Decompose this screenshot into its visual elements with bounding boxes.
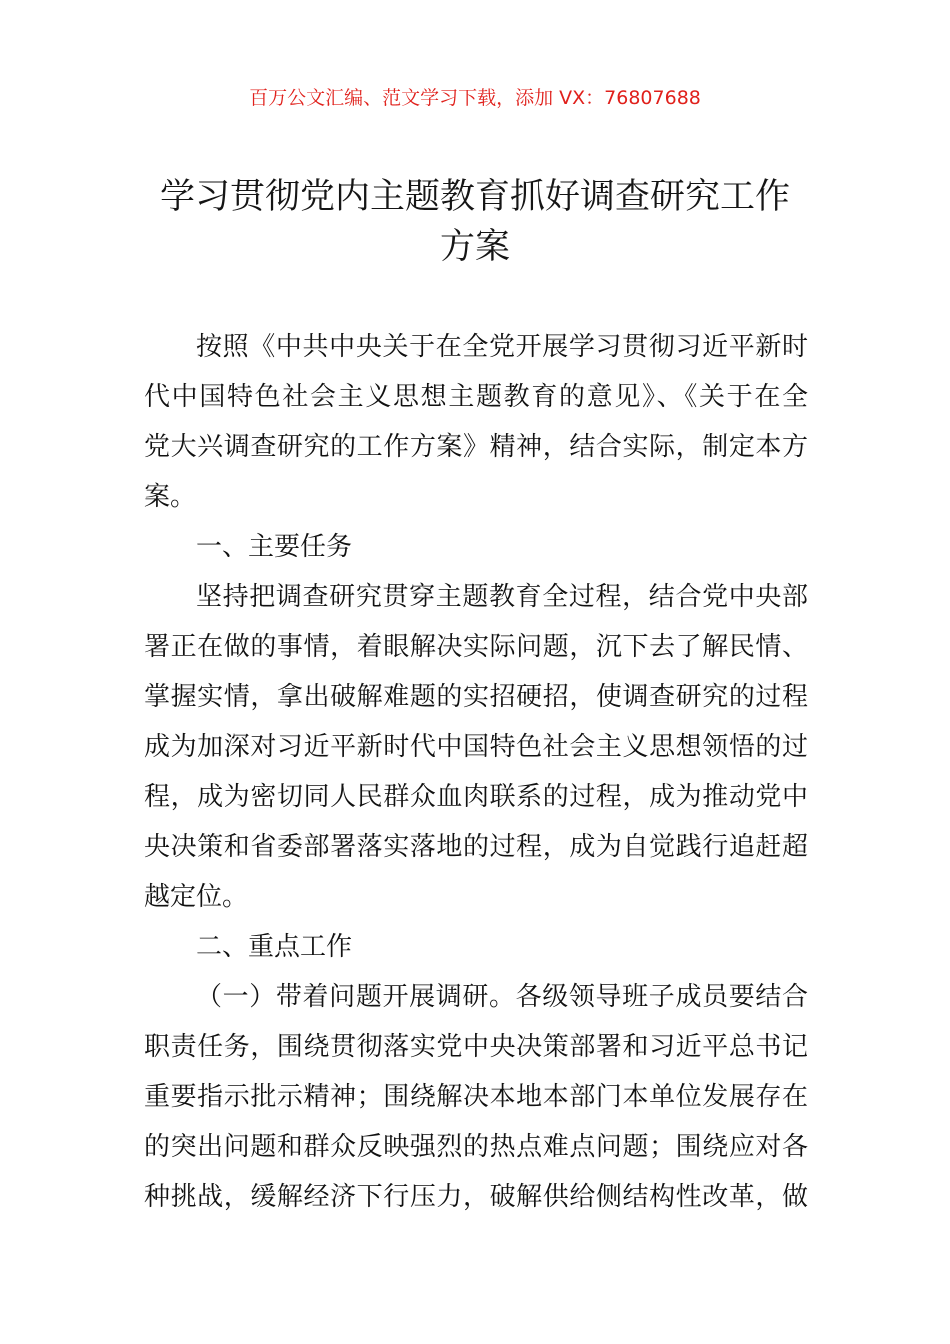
paragraph-line: 程，成为密切同人民群众血肉联系的过程，成为推动党中 (144, 782, 808, 812)
paragraph-line: 职责任务，围绕贯彻落实党中央决策部署和习近平总书记 (144, 1032, 808, 1062)
paragraph-line: 重要指示批示精神；围绕解决本地本部门本单位发展存在 (144, 1082, 808, 1112)
paragraph-line: 党大兴调查研究的工作方案》精神，结合实际，制定本方 (144, 432, 808, 462)
title-line-1: 学习贯彻党内主题教育抓好调查研究工作 (159, 177, 790, 217)
header-note: 百万公文汇编、范文学习下载，添加 VX：76807688 (249, 87, 701, 109)
paragraph-line: 按照《中共中央关于在全党开展学习贯彻习近平新时 (196, 332, 808, 362)
section-heading: 二、重点工作 (196, 932, 353, 962)
paragraph-line: 成为加深对习近平新时代中国特色社会主义思想领悟的过 (144, 732, 808, 762)
title-line-2: 方案 (439, 227, 510, 267)
paragraph-line: 掌握实情，拿出破解难题的实招硬招，使调查研究的过程 (144, 682, 808, 712)
paragraph-line: 署正在做的事情，着眼解决实际问题，沉下去了解民情、 (144, 632, 808, 662)
paragraph-line: 代中国特色社会主义思想主题教育的意见》、《关于在全 (144, 382, 808, 412)
paragraph-line: 坚持把调查研究贯穿主题教育全过程，结合党中央部 (196, 582, 808, 612)
paragraph-line: 央决策和省委部署落实落地的过程，成为自觉践行追赶超 (144, 832, 808, 862)
document-title (120, 172, 830, 272)
document-body (144, 322, 808, 1222)
paragraph-line: 案。 (144, 482, 197, 512)
section-heading: 一、主要任务 (196, 532, 353, 562)
paragraph-line: 种挑战，缓解经济下行压力，破解供给侧结构性改革，做 (144, 1182, 808, 1212)
paragraph-line: 越定位。 (144, 882, 249, 912)
paragraph-line: 的突出问题和群众反映强烈的热点难点问题；围绕应对各 (144, 1132, 808, 1162)
paragraph-line: （一）带着问题开展调研。各级领导班子成员要结合 (196, 982, 808, 1012)
